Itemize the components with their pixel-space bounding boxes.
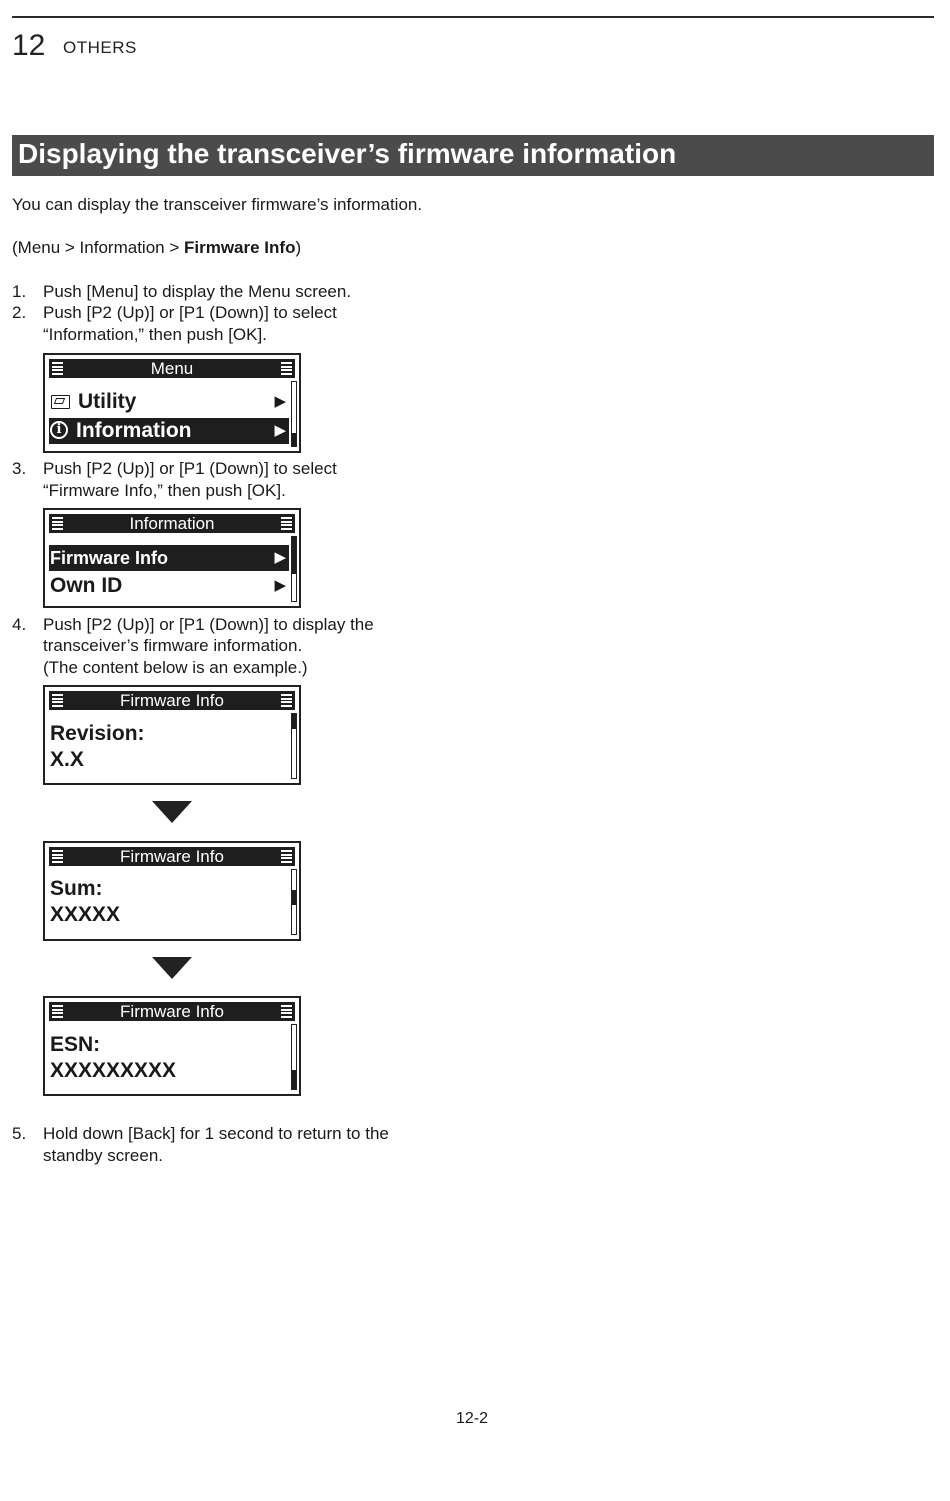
lcd-scrollbar: [291, 536, 297, 602]
lcd-field-label: Revision:: [50, 722, 145, 745]
lcd-field-value: XXXXX: [50, 903, 121, 926]
step-4-line-1: Push [P2 (Up)] or [P1 (Down)] to display the: [43, 615, 374, 634]
step-3-number: 3.: [12, 459, 27, 478]
lcd-item-information: [49, 418, 289, 444]
step-5-line-2: standby screen.: [43, 1146, 164, 1165]
step-4-line-3: (The content below is an example.): [43, 658, 308, 677]
lcd-header-title: Information: [129, 514, 215, 533]
arrow-right-icon: ▶: [274, 393, 286, 410]
step-4-line-2: transceiver’s firmware information.: [43, 636, 303, 655]
menu-path: [12, 237, 301, 259]
menu-path-suffix: ): [295, 238, 302, 257]
lcd-field-value: XXXXXXXXX: [50, 1059, 177, 1082]
step-5-line-1: Hold down [Back] for 1 second to return to the: [43, 1124, 389, 1143]
lcd-item-own-id: [49, 573, 289, 599]
lcd-header: [49, 691, 295, 710]
lcd-header: [49, 359, 295, 378]
lcd-sum-screen: [43, 841, 301, 941]
step-2-line-2: “Information,” then push [OK].: [43, 325, 267, 344]
step-1-number: 1.: [12, 282, 27, 301]
step-3-line-1: Push [P2 (Up)] or [P1 (Down)] to select: [43, 459, 337, 478]
chapter-title: OTHERS: [63, 38, 137, 57]
lcd-header-title: Menu: [150, 359, 194, 378]
lcd-scrollbar: [291, 381, 297, 447]
lcd-scrollbar: [291, 713, 297, 779]
list-icon: [281, 694, 292, 707]
arrow-down-icon: [152, 801, 192, 823]
step-1-line-1: Push [Menu] to display the Menu screen.: [43, 282, 352, 301]
arrow-right-icon: ▶: [274, 422, 286, 439]
lcd-header: [49, 1002, 295, 1021]
lcd-header-title: Firmware Info: [120, 847, 224, 866]
arrow-down-icon: [152, 957, 192, 979]
lcd-scrollbar: [291, 869, 297, 935]
step-2-line-1: Push [P2 (Up)] or [P1 (Down)] to select: [43, 303, 337, 322]
lcd-item-label: Utility: [78, 390, 137, 413]
list-icon: [281, 850, 292, 863]
menu-path-prefix: (Menu > Information >: [12, 238, 184, 257]
lcd-header: [49, 847, 295, 866]
lcd-field-value: X.X: [50, 748, 84, 771]
lcd-item-label: Information: [76, 419, 192, 442]
lcd-menu-screen: [43, 353, 301, 453]
menu-path-bold: Firmware Info: [183, 238, 296, 257]
lcd-header-title: Firmware Info: [120, 1002, 224, 1021]
step-2-number: 2.: [12, 303, 27, 322]
info-icon: i: [50, 421, 68, 439]
lcd-field-label: Sum:: [50, 877, 103, 900]
top-rule: [12, 16, 934, 18]
lcd-item-firmware-info: [49, 545, 289, 571]
lcd-information-screen: [43, 508, 301, 608]
lcd-header: [49, 514, 295, 533]
page-number: 12-2: [456, 1410, 489, 1427]
lcd-item-label: Own ID: [50, 574, 123, 597]
lcd-esn-screen: [43, 996, 301, 1096]
list-icon: [281, 517, 292, 530]
arrow-right-icon: ▶: [274, 549, 286, 566]
list-icon: [281, 362, 292, 375]
folder-wrench-icon: [51, 395, 70, 409]
lcd-revision-screen: [43, 685, 301, 785]
list-icon: [281, 1005, 292, 1018]
lcd-scrollbar: [291, 1024, 297, 1090]
chapter-number: 12: [12, 29, 46, 62]
intro-text: You can display the transceiver firmware’s information.: [12, 195, 423, 214]
step-5-number: 5.: [12, 1124, 27, 1143]
section-title: Displaying the transceiver’s firmware information: [18, 138, 677, 169]
lcd-item-utility: [49, 389, 289, 415]
lcd-header-title: Firmware Info: [120, 691, 224, 710]
step-3-line-2: “Firmware Info,” then push [OK].: [43, 481, 286, 500]
lcd-item-label: Firmware Info: [50, 548, 169, 568]
step-4-number: 4.: [12, 615, 27, 634]
arrow-right-icon: ▶: [274, 577, 286, 594]
lcd-field-label: ESN:: [50, 1033, 101, 1056]
